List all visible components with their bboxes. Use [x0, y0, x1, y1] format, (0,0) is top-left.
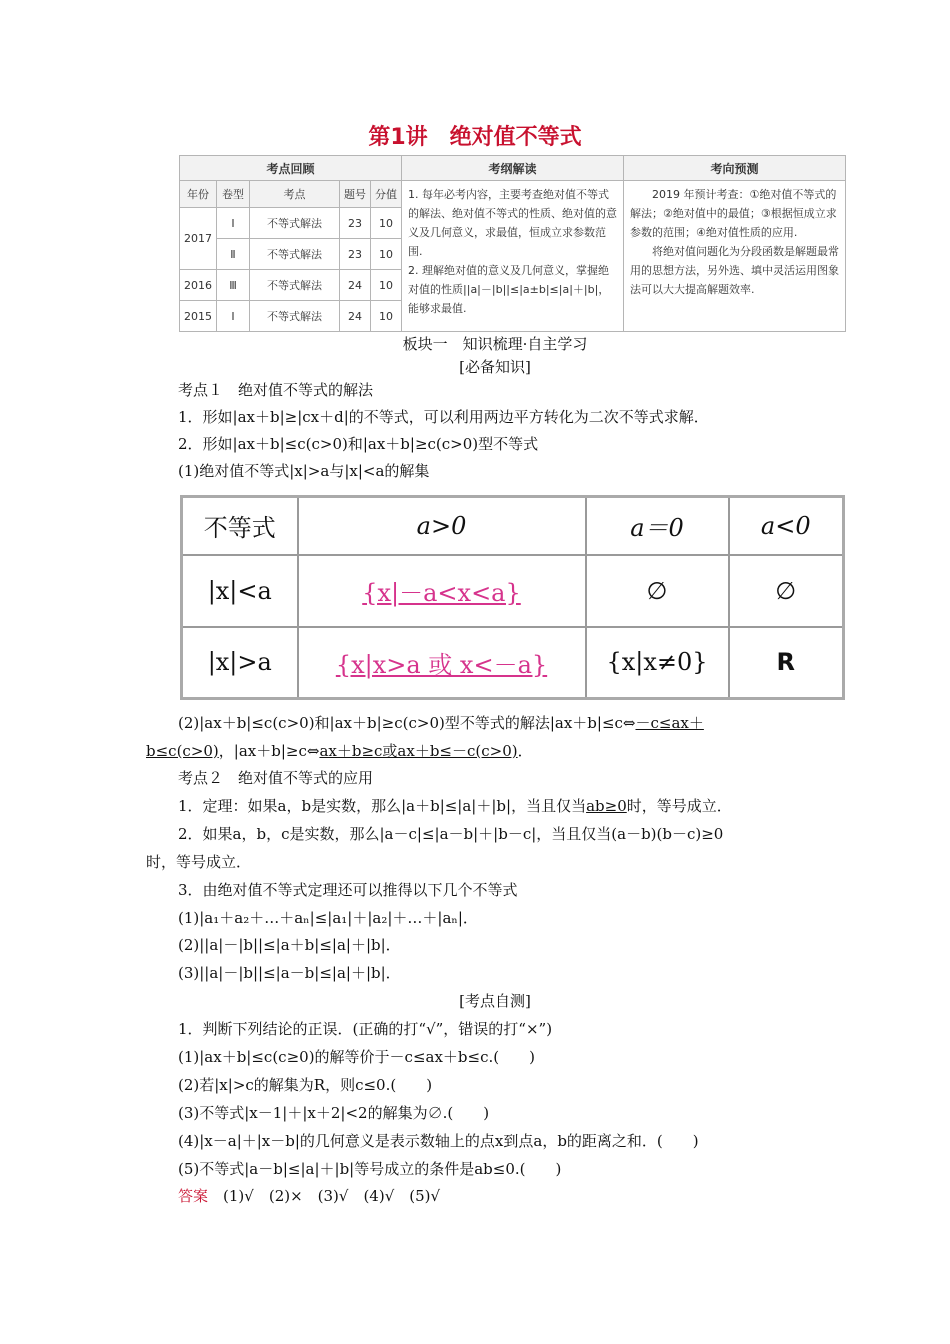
- sol-cell: R: [729, 627, 844, 699]
- sol-answer: {x|x>a 或 x<－a}: [335, 650, 548, 679]
- sol-cell: [298, 555, 586, 627]
- sol-row-label: |x|>a: [182, 627, 298, 699]
- cell-year: 2017: [180, 208, 217, 270]
- cell-number: 24: [340, 270, 371, 301]
- syllabus-item: 2. 理解绝对值的意义及几何意义，掌握绝对值的性质||a|－|b||≤|a±b|≤|a|＋|b|，能够求最值.: [408, 264, 610, 315]
- kp2-line6: (2)||a|－|b||≤|a＋b|≤|a|＋|b|．: [178, 936, 401, 954]
- section-heading: 板块一 知识梳理·自主学习: [402, 335, 588, 353]
- kp1-line3: (1)绝对值不等式|x|>a与|x|<a的解集: [178, 462, 430, 480]
- sol-answer: {x|－a<x<a}: [362, 579, 521, 607]
- header-review: 考点回顾: [180, 156, 402, 181]
- cell-score: 10: [371, 239, 402, 270]
- text: (2)|ax＋b|≤c(c>0)和|ax＋b|≥c(c>0)型不等式的解法|ax＋b|≤c⇔: [178, 714, 636, 732]
- cell-paper: Ⅰ: [217, 301, 250, 332]
- sol-cell: ∅: [729, 555, 844, 627]
- cell-score: 10: [371, 208, 402, 239]
- kp2-line7: (3)||a|－|b||≤|a－b|≤|a|＋|b|．: [178, 964, 401, 982]
- underlined-answer: b≤c(c>0): [146, 742, 219, 760]
- header-syllabus: 考纲解读: [402, 156, 624, 181]
- cell-number: 24: [340, 301, 371, 332]
- subheader-score: 分值: [371, 181, 402, 208]
- syllabus-item: 1. 每年必考内容，主要考查绝对值不等式的解法、绝对值不等式的性质、绝对值的意义及几何意义，求最值，恒成立求参数范围.: [408, 188, 618, 258]
- must-know-heading: [必备知识]: [459, 358, 531, 376]
- self-test-question: 1．判断下列结论的正误．(正确的打“√”，错误的打“×”): [178, 1020, 553, 1038]
- self-test-item: (3)不等式|x－1|＋|x＋2|<2的解集为∅.( ): [178, 1104, 490, 1122]
- cell-topic: 不等式解法: [250, 301, 340, 332]
- subheader-paper: 卷型: [217, 181, 250, 208]
- sol-header-a-negative: a<0: [729, 497, 844, 555]
- sol-row-label: |x|<a: [182, 555, 298, 627]
- cell-score: 10: [371, 301, 402, 332]
- kp1-line1: 1．形如|ax＋b|≥|cx＋d|的不等式，可以利用两边平方转化为二次不等式求解．: [178, 408, 709, 426]
- forecast-cell: [624, 181, 846, 332]
- forecast-item: 2019 年预计考查：①绝对值不等式的解法；②绝对值中的最值；③根据恒成立求参数的范围；④绝对值性质的应用.: [630, 188, 837, 239]
- cell-year: 2015: [180, 301, 217, 332]
- forecast-item: 将绝对值问题化为分段函数是解题最常用的思想方法，另外选、填中灵活运用图象法可以大大提高解题效率.: [630, 245, 840, 296]
- answer-label: 答案: [178, 1187, 209, 1205]
- underlined-answer: ab≥0: [586, 797, 627, 815]
- cell-number: 23: [340, 239, 371, 270]
- cell-topic: 不等式解法: [250, 239, 340, 270]
- self-test-item: (1)|ax＋b|≤c(c≥0)的解等价于－c≤ax＋b≤c.( ): [178, 1048, 535, 1066]
- sol-cell: {x|x≠0}: [586, 627, 729, 699]
- cell-paper: Ⅱ: [217, 239, 250, 270]
- underlined-answer: －c≤ax＋: [635, 714, 704, 732]
- self-test-item: (4)|x－a|＋|x－b|的几何意义是表示数轴上的点x到点a，b的距离之和．( ): [178, 1132, 699, 1150]
- cell-number: 23: [340, 208, 371, 239]
- sol-header-inequality: 不等式: [182, 497, 298, 555]
- cell-topic: 不等式解法: [250, 270, 340, 301]
- sol-cell: ∅: [586, 555, 729, 627]
- kp2-title: 考点２ 绝对值不等式的应用: [178, 769, 374, 787]
- subheader-year: 年份: [180, 181, 217, 208]
- cell-year: 2016: [180, 270, 217, 301]
- sol-header-a-positive: a>0: [298, 497, 586, 555]
- cell-topic: 不等式解法: [250, 208, 340, 239]
- text: 时，等号成立．: [626, 797, 732, 815]
- kp1-title: 考点１ 绝对值不等式的解法: [178, 381, 374, 399]
- kp2-line1: [178, 795, 732, 816]
- kp1-line2: 2．形如|ax＋b|≤c(c>0)和|ax＋b|≥c(c>0)型不等式: [178, 435, 539, 453]
- text: 1．定理：如果a，b是实数，那么|a＋b|≤|a|＋|b|，当且仅当: [178, 797, 587, 815]
- subheader-number: 题号: [340, 181, 371, 208]
- text: ．: [517, 742, 533, 760]
- kp2-line4: 3．由绝对值不等式定理还可以推得以下几个不等式: [178, 881, 518, 899]
- answer-marks: (1)√ (2)× (3)√ (4)√ (5)√: [223, 1187, 441, 1205]
- text: ，|ax＋b|≥c⇔: [218, 742, 320, 760]
- self-test-heading: [考点自测]: [459, 992, 531, 1010]
- sol-cell: [298, 627, 586, 699]
- subheader-topic: 考点: [250, 181, 340, 208]
- cell-score: 10: [371, 270, 402, 301]
- syllabus-cell: [402, 181, 624, 332]
- page-title: 第1讲 绝对值不等式: [368, 125, 582, 150]
- cell-paper: Ⅲ: [217, 270, 250, 301]
- kp1-line5: [146, 740, 533, 761]
- kp1-line4: [178, 712, 704, 733]
- kp2-line2: 2．如果a，b，c是实数，那么|a－c|≤|a－b|＋|b－c|，当且仅当(a－b)(b－c)≥0: [178, 825, 724, 843]
- sol-header-a-zero: a＝0: [586, 497, 729, 555]
- overview-table: [179, 155, 846, 332]
- underlined-answer: ax＋b≥c或ax＋b≤－c(c>0): [319, 742, 518, 760]
- kp2-line3: 时，等号成立．: [146, 853, 252, 871]
- solution-set-table: [180, 495, 845, 700]
- self-test-item: (5)不等式|a－b|≤|a|＋|b|等号成立的条件是ab≤0.( ): [178, 1160, 562, 1178]
- header-forecast: 考向预测: [624, 156, 846, 181]
- self-test-item: (2)若|x|>c的解集为R，则c≤0.( ): [178, 1076, 433, 1094]
- cell-paper: Ⅰ: [217, 208, 250, 239]
- kp2-line5: (1)|a₁＋a₂＋…＋aₙ|≤|a₁|＋|a₂|＋…＋|aₙ|．: [178, 909, 478, 927]
- answer-line: [178, 1185, 440, 1206]
